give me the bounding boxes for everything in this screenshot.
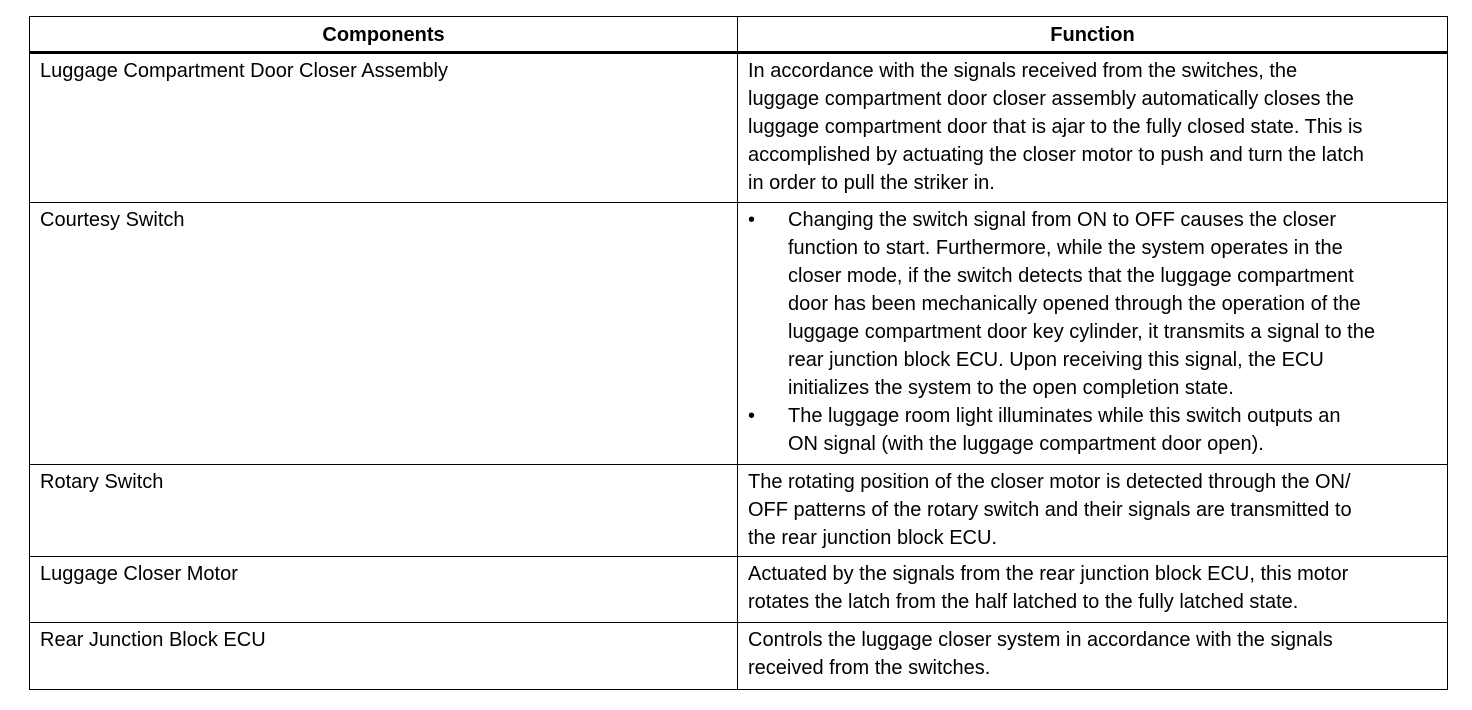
component-cell: Rotary Switch: [30, 465, 738, 557]
function-cell: [738, 557, 1448, 623]
table: [29, 16, 1448, 690]
header-row: [30, 17, 1448, 53]
bullet-line: rear junction block ECU. Upon receiving this signal, the ECU: [788, 349, 1324, 371]
component-cell: Luggage Compartment Door Closer Assembly: [30, 53, 738, 203]
function-line: Actuated by the signals from the rear junction block ECU, this motor: [748, 563, 1349, 585]
function-line: rotates the latch from the half latched to the fully latched state.: [748, 591, 1299, 613]
function-line: OFF patterns of the rotary switch and their signals are transmitted to: [748, 499, 1352, 521]
function-line: accomplished by actuating the closer motor to push and turn the latch: [748, 144, 1364, 166]
header-components: Components: [30, 17, 738, 53]
component-cell: Rear Junction Block ECU: [30, 623, 738, 690]
function-cell: [738, 465, 1448, 557]
function-cell: [738, 623, 1448, 690]
bullet-item: [748, 402, 1437, 458]
bullet-line: initializes the system to the open completion state.: [788, 377, 1234, 399]
function-line: In accordance with the signals received from the switches, the: [748, 60, 1298, 82]
function-line: Controls the luggage closer system in accordance with the signals: [748, 629, 1333, 651]
table-row: [30, 465, 1448, 557]
table-row: [30, 557, 1448, 623]
bullet-line: closer mode, if the switch detects that the luggage compartment: [788, 265, 1354, 287]
component-cell: Courtesy Switch: [30, 203, 738, 465]
bullet-icon: •: [748, 405, 756, 427]
function-line: luggage compartment door that is ajar to the fully closed state. This is: [748, 116, 1363, 138]
function-line: in order to pull the striker in.: [748, 172, 995, 194]
table-row: [30, 53, 1448, 203]
function-line: the rear junction block ECU.: [748, 527, 998, 549]
bullet-item: [748, 206, 1437, 402]
bullet-icon: •: [748, 209, 756, 231]
function-line: luggage compartment door closer assembly automatically closes the: [748, 88, 1354, 110]
component-cell: Luggage Closer Motor: [30, 557, 738, 623]
bullet-line: luggage compartment door key cylinder, it transmits a signal to the: [788, 321, 1375, 343]
function-cell: [738, 53, 1448, 203]
bullet-line: door has been mechanically opened through the operation of the: [788, 293, 1361, 315]
components-function-table: [29, 16, 1447, 690]
header-function: Function: [738, 17, 1448, 53]
table-row: [30, 203, 1448, 465]
function-cell: [738, 203, 1448, 465]
bullet-line: ON signal (with the luggage compartment door open).: [788, 433, 1264, 455]
bullet-line: The luggage room light illuminates while this switch outputs an: [788, 405, 1341, 427]
function-line: The rotating position of the closer motor is detected through the ON/: [748, 471, 1351, 493]
bullet-line: Changing the switch signal from ON to OFF causes the closer: [788, 209, 1337, 231]
function-line: received from the switches.: [748, 657, 991, 679]
table-row: [30, 623, 1448, 690]
bullet-list: [748, 206, 1437, 458]
bullet-line: function to start. Furthermore, while the system operates in the: [788, 237, 1343, 259]
